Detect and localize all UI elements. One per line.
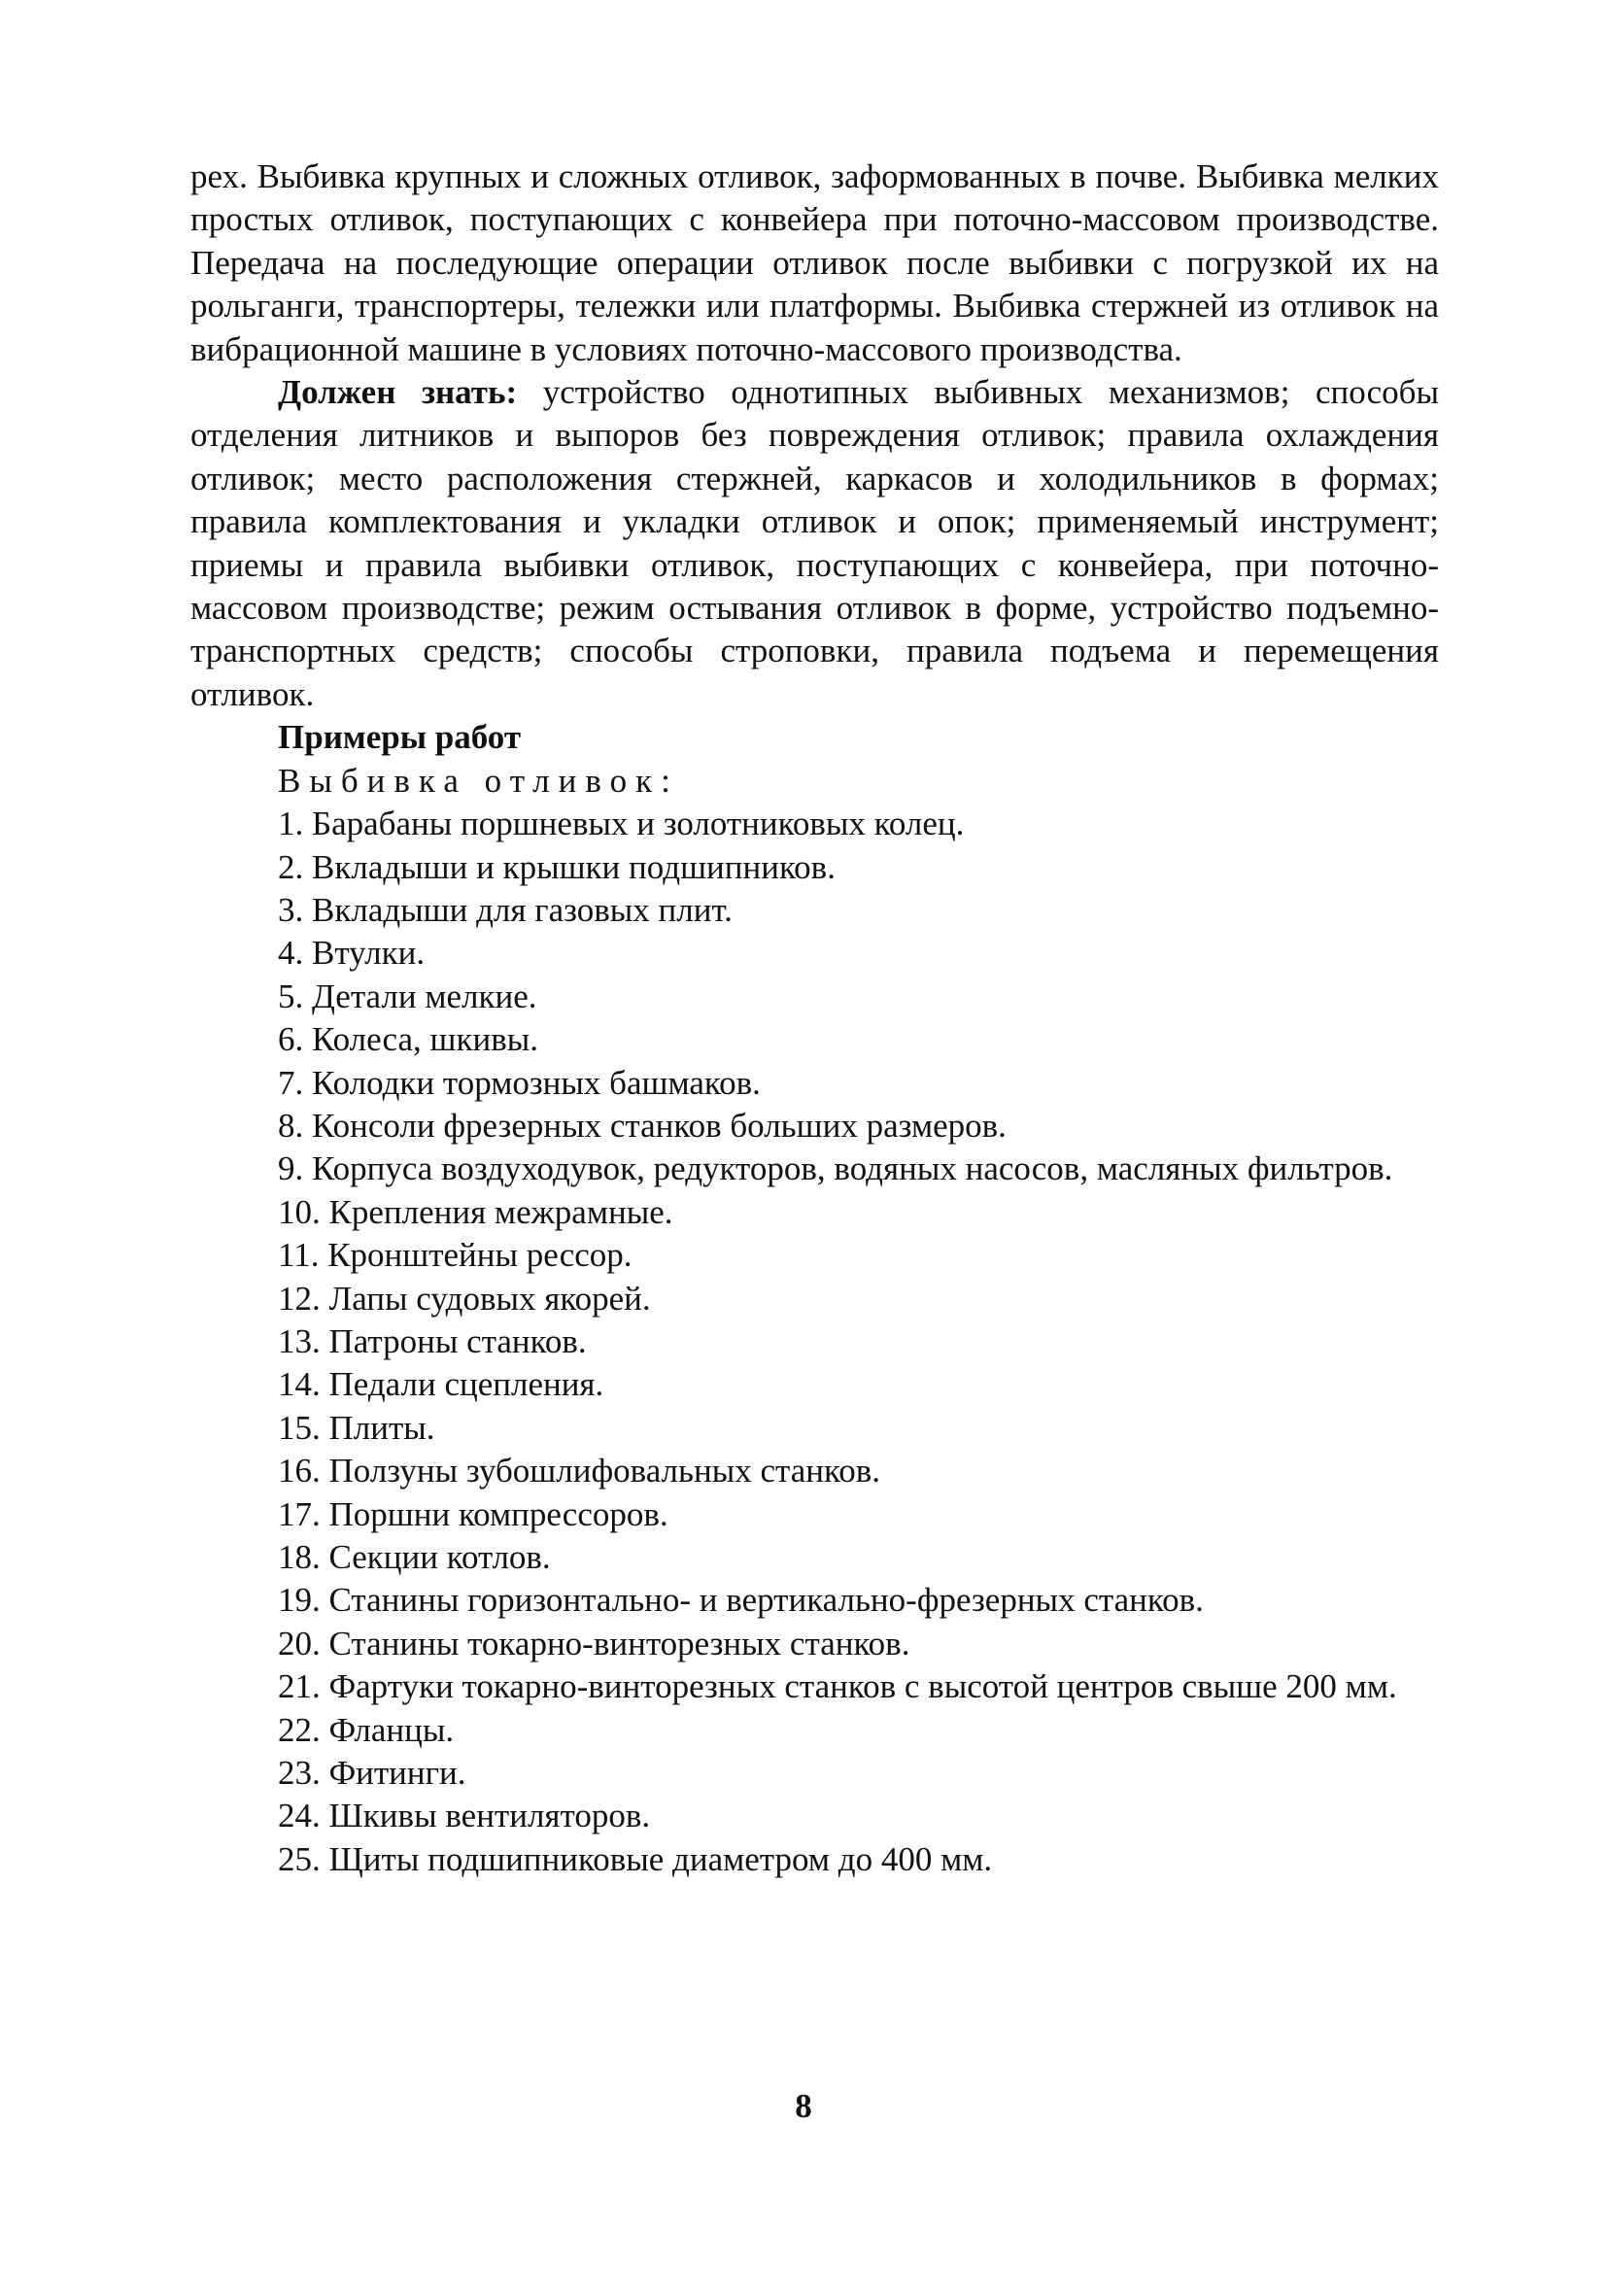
list-item: 21. Фартуки токарно-винторезных станков с высотой центров свыше 200 мм. — [278, 1667, 1397, 1706]
page-number: 8 — [795, 2087, 812, 2125]
list-item: 22. Фланцы. — [278, 1710, 455, 1749]
list-item: 15. Плиты. — [278, 1408, 435, 1447]
examples-subheading: Выбивка отливок: — [278, 761, 679, 800]
list-item: 18. Секции котлов. — [278, 1538, 551, 1576]
list-item: 19. Станины горизонтально- и вертикально-фрезерных станков. — [278, 1581, 1204, 1620]
list-item: 24. Шкивы вентиляторов. — [278, 1797, 651, 1835]
list-item: 1. Барабаны поршневых и золотниковых колец. — [278, 805, 965, 843]
list-item: 20. Станины токарно-винторезных станков. — [278, 1624, 910, 1662]
list-item: 5. Детали мелкие. — [278, 977, 537, 1015]
list-item: 2. Вкладыши и крышки подшипников. — [278, 847, 836, 886]
list-item: 9. Корпуса воздуходувок, редукторов, водяных насосов, масляных фильтров. — [278, 1149, 1393, 1188]
list-item: 16. Ползуны зубошлифовальных станков. — [278, 1452, 880, 1491]
list-item: 14. Педали сцепления. — [278, 1365, 604, 1404]
list-item: 3. Вкладыши для газовых плит. — [278, 890, 733, 929]
list-item: 25. Щиты подшипниковые диаметром до 400 мм. — [278, 1839, 993, 1878]
list-item: 12. Лапы судовых якорей. — [278, 1279, 651, 1318]
examples-list — [190, 803, 1439, 1881]
knowledge-lead: Должен знать: — [278, 373, 518, 412]
list-item: 6. Колеса, шкивы. — [278, 1020, 538, 1059]
list-item: 23. Фитинги. — [278, 1754, 466, 1793]
list-item: 8. Консоли фрезерных станков больших размеров. — [278, 1106, 1007, 1145]
continuation-paragraph: рех. Выбивка крупных и сложных отливок, заформованных в почве. Выбивка мелких простых отливок, поступающих с конвейера при поточно-массовом производстве. Передача на последующие операции отливок после выбивки с погрузкой их на рольганги, транспортеры, тележки или платформы. Выбивка стержней из отливок на вибрационной машине в условиях поточно-массового производства. — [190, 157, 1439, 368]
list-item: 17. Поршни компрессоров. — [278, 1494, 668, 1533]
knowledge-text: устройство однотипных выбивных механизмов; способы отделения литников и выпоров без повреждения отливок; правила охлаждения отливок; место расположения стержней, каркасов и холодильников в формах; правила комплектования и укладки отливок и опок; применяемый инструмент; приемы и правила выбивки отливок, поступающих с конвейера, при поточно-массовом производстве; режим остывания отливок в форме, устройство подъемно-транспортных средств; способы строповки, правила подъема и перемещения отливок. — [190, 373, 1439, 713]
knowledge-paragraph — [190, 371, 1439, 716]
list-item: 7. Колодки тормозных башмаков. — [278, 1063, 761, 1102]
list-item: 10. Крепления межрамные. — [278, 1192, 673, 1231]
list-item: 11. Кронштейны рессор. — [278, 1236, 633, 1275]
list-item: 4. Втулки. — [278, 934, 426, 973]
page-body — [190, 155, 1439, 1881]
examples-heading: Примеры работ — [278, 718, 522, 757]
list-item: 13. Патроны станков. — [278, 1321, 587, 1360]
